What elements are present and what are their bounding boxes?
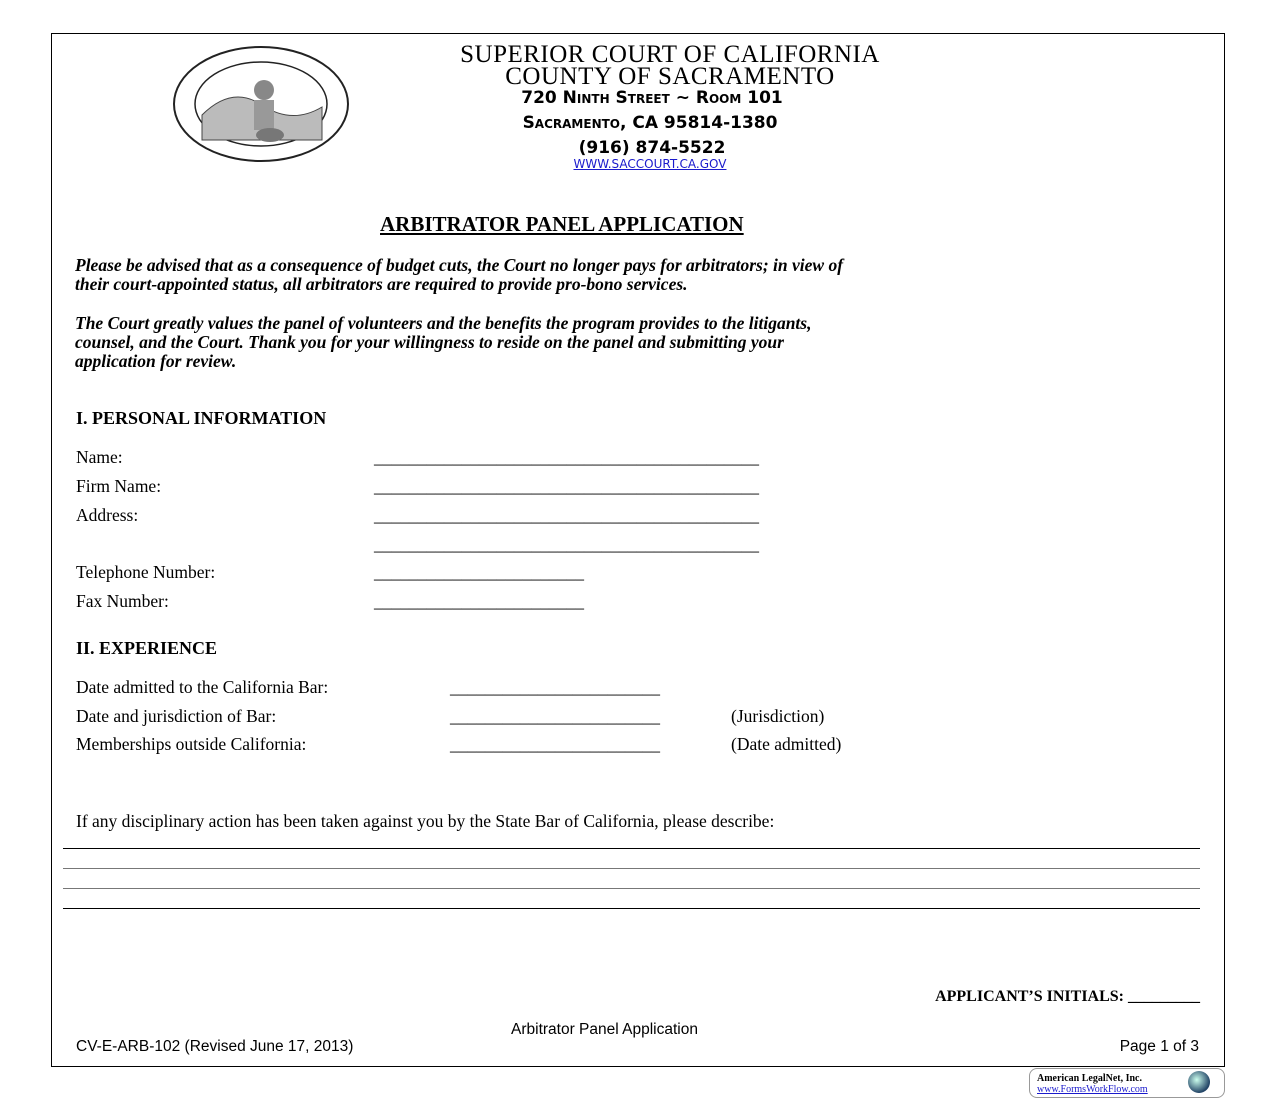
badge-url[interactable]: www.FormsWorkFlow.com (1037, 1084, 1148, 1095)
name-label: Name: (76, 447, 123, 467)
personal-info-heading: I. PERSONAL INFORMATION (76, 408, 327, 428)
form-id: CV-E-ARB-102 (Revised June 17, 2013) (76, 1038, 354, 1055)
bar-jurisdiction-label: Date and jurisdiction of Bar: (76, 706, 277, 726)
address-label: Address: (76, 505, 139, 525)
disciplinary-line-1[interactable] (63, 848, 1200, 849)
memberships-label: Memberships outside California: (76, 734, 307, 754)
footer-title: Arbitrator Panel Application (511, 1021, 698, 1038)
experience-heading: II. EXPERIENCE (76, 638, 218, 658)
court-name: SUPERIOR COURT OF CALIFORNIA (460, 41, 880, 68)
bar-admission-field[interactable]: ________________________ (450, 677, 660, 697)
address-field-1[interactable]: ____________________________________________ (374, 505, 759, 525)
initials-field[interactable]: _________ (1128, 988, 1200, 1005)
phone-number: (916) 874-5522 (578, 138, 726, 158)
fax-field[interactable]: ________________________ (374, 591, 584, 611)
page-number: Page 1 of 3 (1119, 1038, 1199, 1055)
firm-name-label: Firm Name: (76, 476, 162, 496)
date-admitted-suffix: (Date admitted) (731, 734, 842, 754)
county-name: COUNTY OF SACRAMENTO (505, 63, 835, 90)
badge-company: American LegalNet, Inc. (1037, 1073, 1142, 1084)
globe-icon (1188, 1071, 1210, 1093)
budget-notice: Please be advised that as a consequence of budget cuts, the Court no longer pays for arbitrators; in view of their court-appointed status, all arbitrators are required to provide pro-bono services. (75, 255, 844, 294)
website-link[interactable]: WWW.SACCOURT.CA.GOV (573, 157, 727, 171)
legalnet-badge[interactable] (1029, 1068, 1225, 1098)
initials-label: APPLICANT’S INITIALS: (935, 988, 1124, 1005)
jurisdiction-suffix: (Jurisdiction) (731, 706, 825, 726)
disciplinary-line-3[interactable] (63, 888, 1200, 889)
disciplinary-line-2[interactable] (63, 868, 1200, 869)
bar-admission-label: Date admitted to the California Bar: (76, 677, 329, 697)
memberships-field[interactable]: ________________________ (450, 734, 660, 754)
name-field[interactable]: ____________________________________________ (374, 447, 759, 467)
address-field-2[interactable]: ____________________________________________ (374, 534, 759, 554)
telephone-label: Telephone Number: (76, 562, 216, 582)
telephone-field[interactable]: ________________________ (374, 562, 584, 582)
city-address: Sacramento, CA 95814-1380 (522, 113, 778, 133)
form-title: ARBITRATOR PANEL APPLICATION (380, 212, 744, 236)
applicant-initials (935, 988, 1200, 1006)
street-address: 720 Ninth Street ~ Room 101 (521, 88, 783, 108)
firm-name-field[interactable]: ____________________________________________ (374, 476, 759, 496)
fax-label: Fax Number: (76, 591, 169, 611)
disciplinary-prompt: If any disciplinary action has been taken against you by the State Bar of California, please describe: (76, 811, 775, 831)
bar-jurisdiction-field[interactable]: ________________________ (450, 706, 660, 726)
thank-you-notice: The Court greatly values the panel of volunteers and the benefits the program provides to the litigants, counsel, and the Court. Thank you for your willingness to reside on the panel and submitting your application for review. (75, 313, 812, 371)
disciplinary-line-4[interactable] (63, 908, 1200, 909)
